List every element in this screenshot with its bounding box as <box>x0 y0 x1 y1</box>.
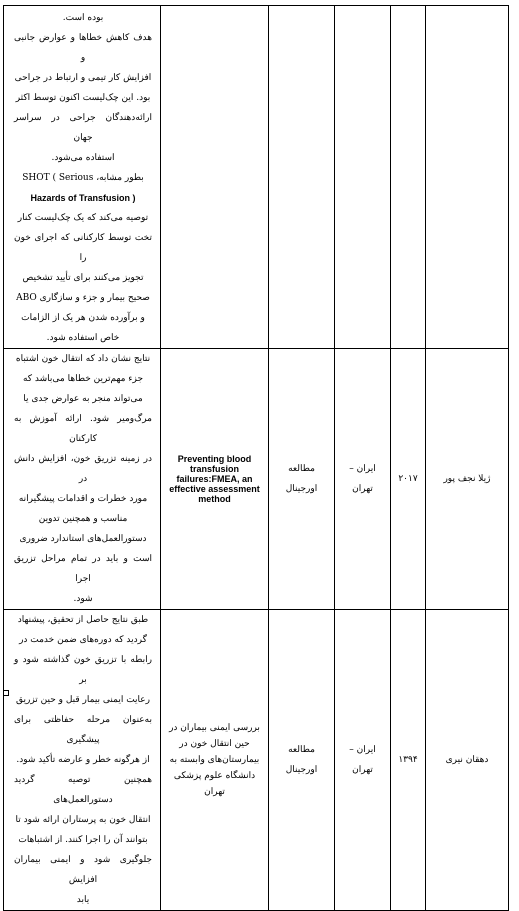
result-line: شود. <box>73 594 93 604</box>
table-row <box>4 610 509 911</box>
result-line: Hazards of Transfusion ) <box>30 193 136 203</box>
year-cell: ۱۳۹۴ <box>391 610 426 911</box>
study-type-cell <box>269 6 335 349</box>
result-line: به‌عنوان مرحله حفاظتی برای پیشگیری <box>14 715 152 745</box>
result-line: جلوگیری شود و ایمنی بیماران افزایش <box>14 855 152 885</box>
year-cell <box>391 6 426 349</box>
title-cell <box>161 6 269 349</box>
result-line: انتقال خون به پرستاران ارائه شود تا <box>15 815 151 825</box>
result-line: ارائه‌دهندگان جراحی در سراسر جهان <box>14 113 152 143</box>
place-cell: ایران – تهران <box>335 610 391 911</box>
result-line: هدف کاهش خطاها و عوارض جانبی و <box>14 33 152 63</box>
result-line: توصیه می‌کند که یک چک‌لیست کنار <box>17 213 149 223</box>
result-line: در زمینه تزریق خون، افزایش دانش در <box>14 454 152 484</box>
result-line: دستورالعمل‌های استاندارد ضروری <box>19 534 147 544</box>
literature-review-table <box>3 5 509 911</box>
result-line: خاص استفاده شود. <box>46 333 120 343</box>
result-line: است و باید در تمام مراحل تزریق اجرا <box>14 554 152 584</box>
title-cell: بررسی ایمنی بیماران در حین انتقال خون در بیمارستان‌های وابسته به دانشگاه علوم پزشکی تهران <box>161 610 269 911</box>
result-line: بتوانند آن را اجرا کنند. از اشتباهات <box>18 835 148 845</box>
result-line: بطور مشابه، SHOT ( Serious <box>22 173 144 183</box>
result-line: تجویز می‌کنند برای تأیید تشخیص <box>22 273 144 283</box>
result-line: رعایت ایمنی بیمار قبل و حین تزریق <box>15 695 151 705</box>
result-line: مرگ‌ومیر شود. ارائه آموزش به کارکنان <box>14 414 152 444</box>
result-line: نتایج نشان داد که انتقال خون اشتباه <box>15 354 151 364</box>
place-cell <box>335 6 391 349</box>
author-cell <box>426 6 509 349</box>
table-row <box>4 349 509 610</box>
author-cell: دهقان نیری <box>426 610 509 911</box>
result-line: همچنین توصیه گردید دستورالعمل‌های <box>14 775 152 805</box>
result-line: بوده است. <box>62 13 104 23</box>
place-cell: ایران – تهران <box>335 349 391 610</box>
result-line: مناسب و همچنین تدوین <box>38 514 128 524</box>
year-cell: ۲۰۱۷ <box>391 349 426 610</box>
author-cell: ژیلا نجف پور <box>426 349 509 610</box>
result-line: گردید که دوره‌های ضمن خدمت در <box>19 635 147 645</box>
result-line: بود. این چک‌لیست اکنون توسط اکثر <box>15 93 151 103</box>
result-line: از هرگونه خطر و عارضه تأکید شود. <box>16 755 150 765</box>
result-line: جزء مهم‌ترین خطاها می‌باشد که <box>22 374 144 384</box>
study-type-cell: مطالعه اورجینال <box>269 349 335 610</box>
result-line: می‌تواند منجر به عوارض جدی یا <box>23 394 143 404</box>
result-line: تخت توسط کارکنانی که اجرای خون را <box>14 233 152 263</box>
paragraph-mark <box>3 690 9 696</box>
results-cell <box>4 6 161 349</box>
table-row <box>4 6 509 349</box>
result-line: مورد خطرات و اقدامات پیشگیرانه <box>18 494 148 504</box>
result-line: استفاده می‌شود. <box>51 153 115 163</box>
title-cell: Preventing blood transfusion failures:FMEA, an effective assessment method <box>161 349 269 610</box>
result-line: یابد <box>76 895 90 905</box>
result-line: افزایش کار تیمی و ارتباط در جراحی <box>14 73 152 83</box>
result-line: رابطه با تزریق خون گذاشته شود و بر <box>14 655 152 685</box>
result-line: طبق نتایج حاصل از تحقیق، پیشنهاد <box>17 615 149 625</box>
results-cell <box>4 610 161 911</box>
results-cell <box>4 349 161 610</box>
result-line: صحیح بیمار و جزء و سازگاری ABO <box>16 293 150 303</box>
study-type-cell: مطالعه اورجینال <box>269 610 335 911</box>
result-line: و برآورده شدن هر یک از الزامات <box>21 313 145 323</box>
